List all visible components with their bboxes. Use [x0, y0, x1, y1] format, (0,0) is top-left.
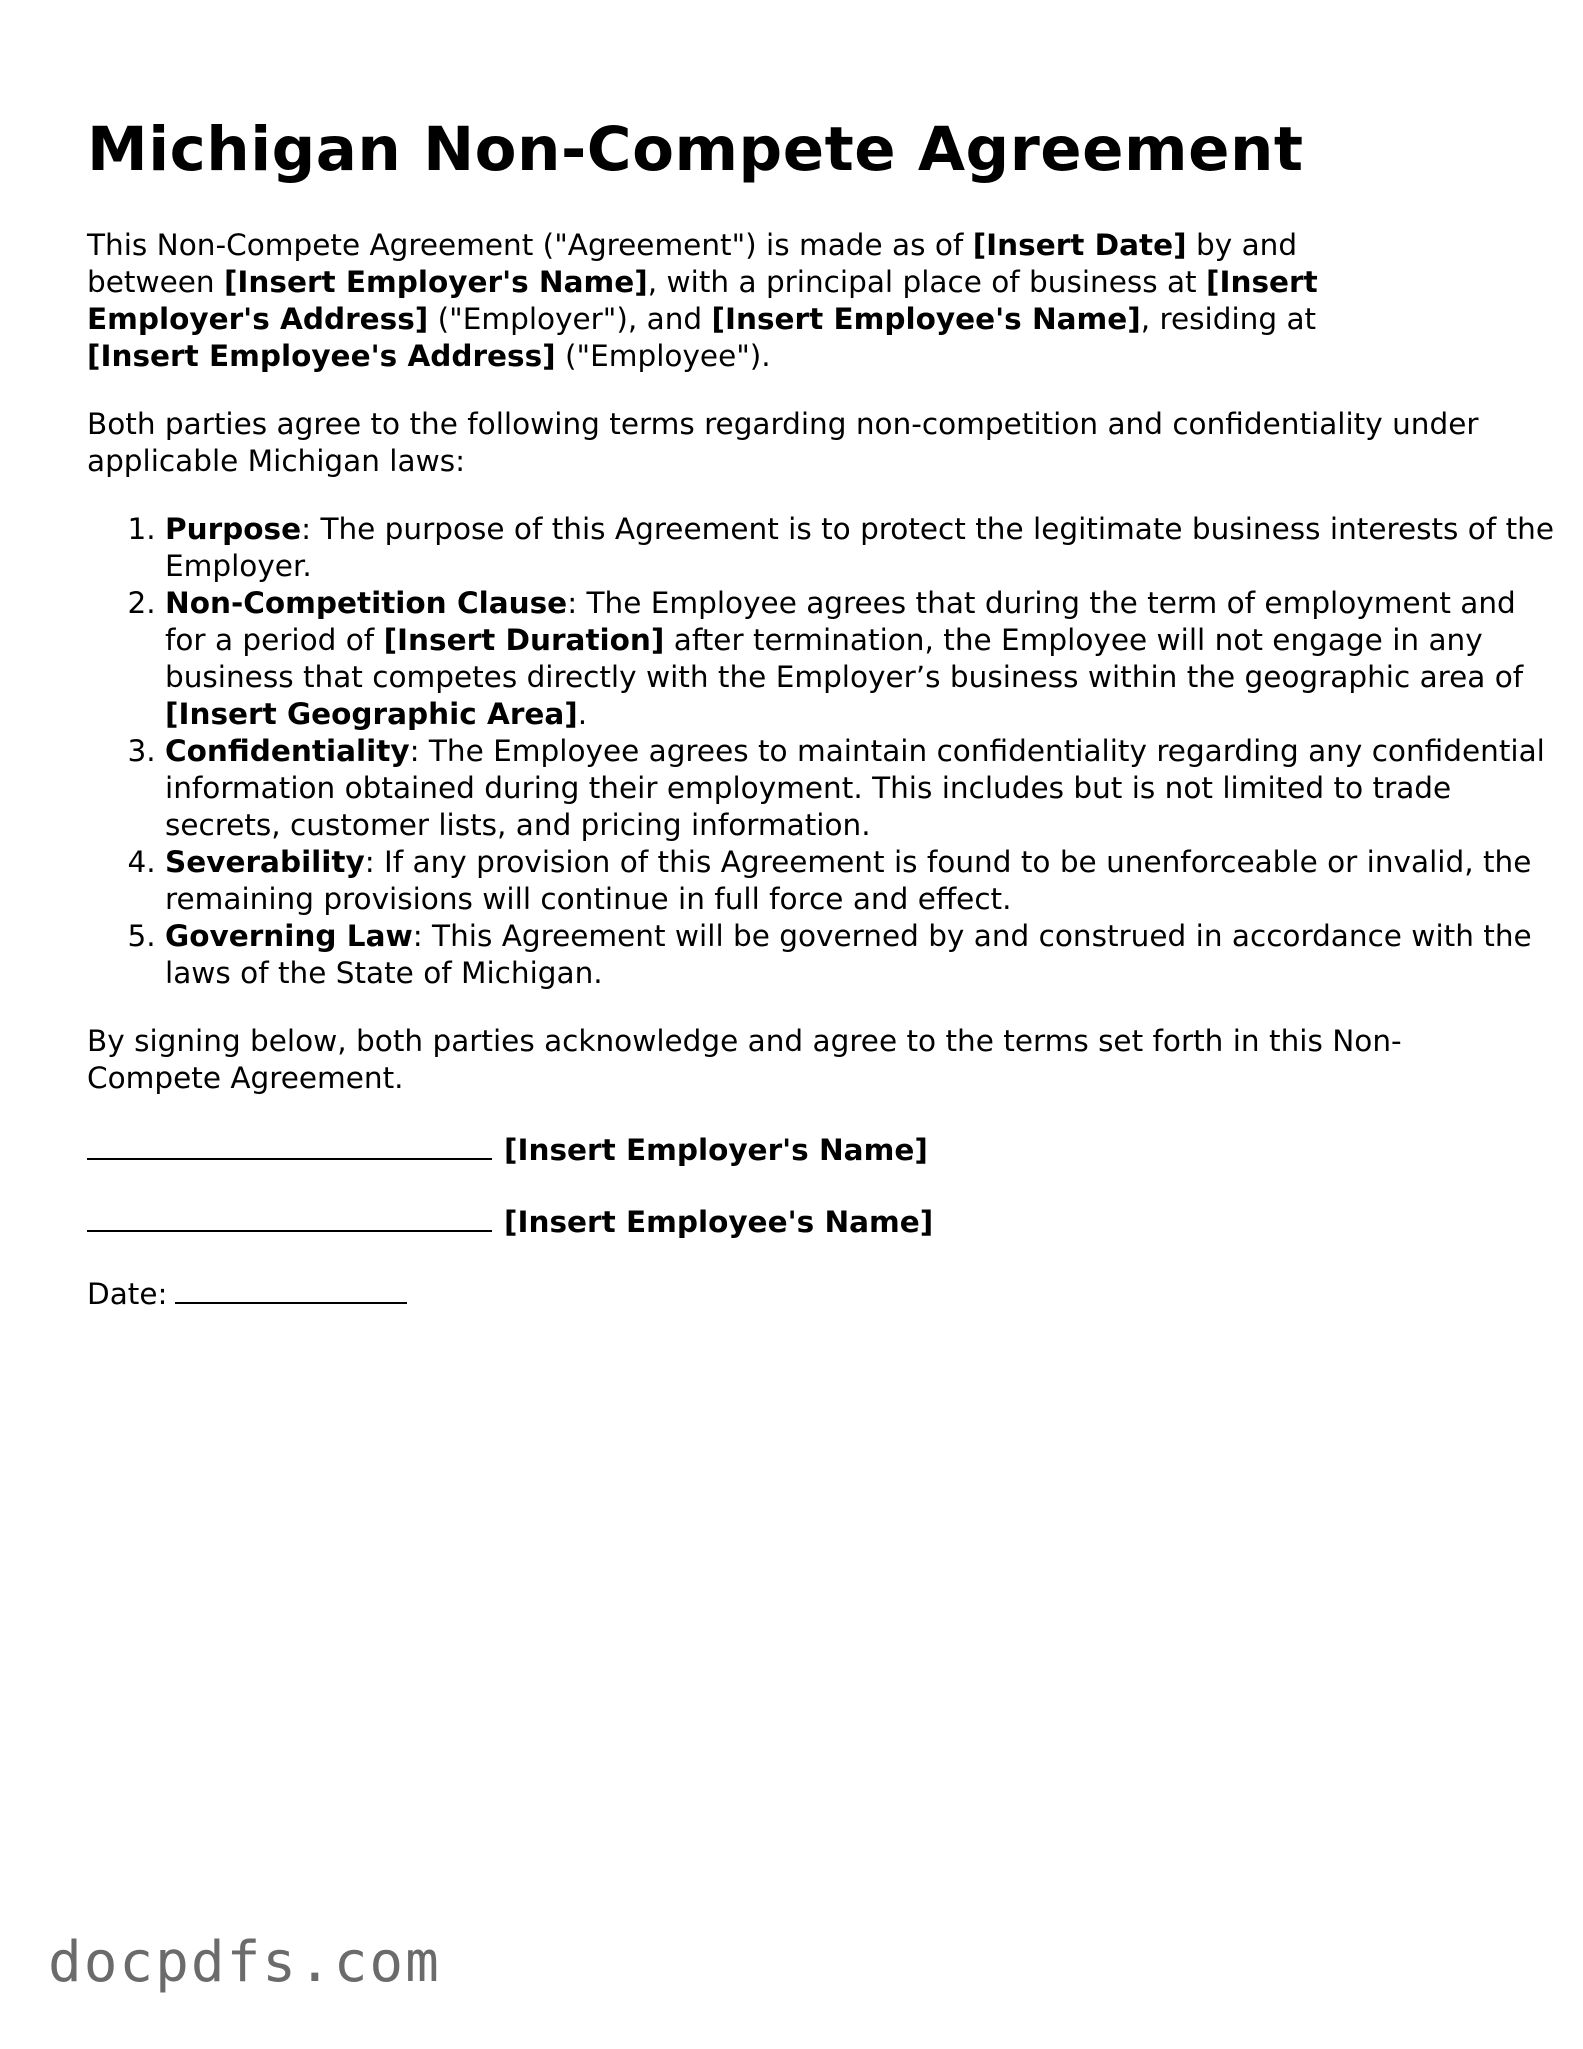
date-row: [87, 1272, 1507, 1313]
employee-signature-line[interactable]: [87, 1200, 492, 1232]
clauses-list: [87, 511, 1555, 992]
clause-severability: [165, 844, 1555, 918]
clause-text: after termination, the Employee will not engage in any business that competes directly with the Employer’s business within the geographic area of: [165, 623, 1524, 694]
clause-text: .: [577, 697, 588, 731]
employer-address-placeholder: [Insert Employer's Address]: [87, 265, 1318, 336]
employee-signature-label: [Insert Employee's Name]: [504, 1205, 934, 1239]
terms-intro-paragraph: Both parties agree to the following terms regarding non-competition and confidentiality under applicable Michigan laws:: [87, 407, 1479, 478]
intro-text: by and between: [87, 228, 1298, 299]
clause-title: Purpose: [165, 512, 302, 546]
document-title: Michigan Non-Compete Agreement: [87, 114, 1304, 185]
insert-date-placeholder: [Insert Date]: [972, 228, 1187, 262]
clause-title: Governing Law: [165, 919, 413, 953]
employer-signature-line[interactable]: [87, 1128, 492, 1160]
employer-signature-row: [87, 1128, 1507, 1169]
geographic-area-placeholder: [Insert Geographic Area]: [165, 697, 578, 731]
clause-title: Severability: [165, 845, 365, 879]
intro-paragraph: [87, 227, 1422, 375]
date-label: Date:: [87, 1277, 168, 1311]
clause-non-competition: [165, 585, 1555, 733]
duration-placeholder: [Insert Duration]: [383, 623, 665, 657]
date-line[interactable]: [175, 1272, 407, 1304]
clause-text: : The purpose of this Agreement is to protect the legitimate business interests of the Employer.: [165, 512, 1555, 583]
clause-text: : If any provision of this Agreement is found to be unenforceable or invalid, the remaining provisions will continue in full force and effect.: [165, 845, 1532, 916]
clause-governing-law: [165, 918, 1555, 992]
clause-text: : This Agreement will be governed by and construed in accordance with the laws of the State of Michigan.: [165, 919, 1532, 990]
clause-confidentiality: [165, 733, 1555, 844]
clause-purpose: [165, 511, 1555, 585]
clause-title: Confidentiality: [165, 734, 410, 768]
employee-address-placeholder: [Insert Employee's Address]: [87, 339, 556, 373]
employee-name-placeholder: [Insert Employee's Name]: [711, 302, 1141, 336]
document-page: [87, 110, 1555, 1313]
employer-name-placeholder: [Insert Employer's Name]: [223, 265, 648, 299]
clause-text: : The Employee agrees to maintain confidentiality regarding any confidential information obtained during their employment. This includes but is not limited to trade secrets, customer lists, and pricing information.: [165, 734, 1545, 842]
watermark: docpdfs.com: [48, 1930, 441, 1995]
employee-signature-row: [87, 1200, 1507, 1241]
employer-signature-label: [Insert Employer's Name]: [504, 1133, 928, 1167]
intro-text: ("Employer"), and: [428, 302, 712, 336]
intro-text: ("Employee").: [555, 339, 771, 373]
clause-text: : The Employee agrees that during the term of employment and for a period of: [165, 586, 1516, 657]
clause-title: Non-Competition Clause: [165, 586, 568, 620]
intro-text: , residing at: [1140, 302, 1317, 336]
closing-paragraph: By signing below, both parties acknowledge and agree to the terms set forth in this Non-Compete Agreement.: [87, 1024, 1402, 1095]
intro-text: This Non-Compete Agreement ("Agreement") is made as of: [87, 228, 973, 262]
intro-text: , with a principal place of business at: [647, 265, 1207, 299]
